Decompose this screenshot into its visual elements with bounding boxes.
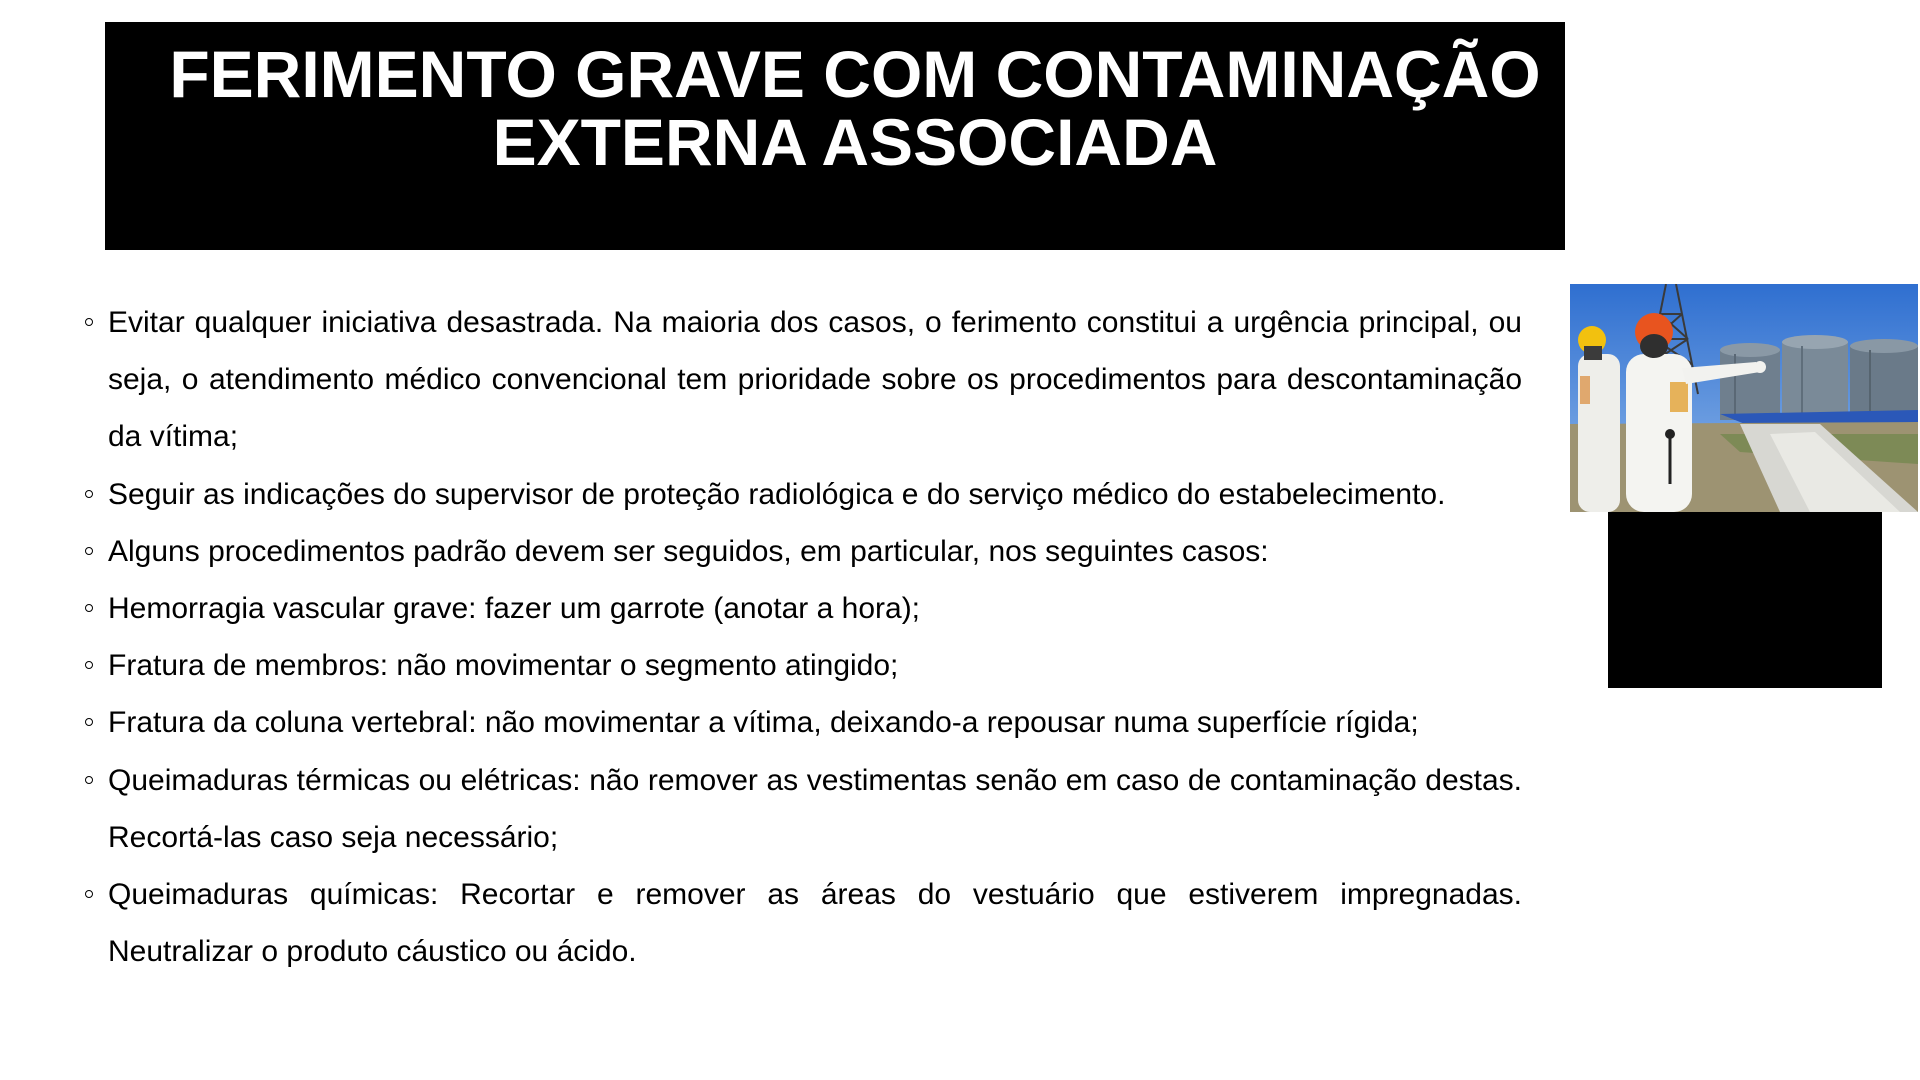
list-item-text: Alguns procedimentos padrão devem ser seguidos, em particular, nos seguintes casos: (108, 534, 1269, 568)
bullet-circle-icon (85, 547, 93, 555)
list-item (80, 294, 1522, 466)
list-item-text: Seguir as indicações do supervisor de proteção radiológica e do serviço médico do estabelecimento. (108, 477, 1446, 511)
list-item (80, 694, 1522, 751)
list-item-text: Fratura da coluna vertebral: não movimentar a vítima, deixando-a repousar numa superfície rígida; (108, 706, 1419, 740)
bullet-circle-icon (85, 604, 93, 612)
title-banner (105, 22, 1565, 250)
radiation-workers-photo (1570, 284, 1918, 512)
list-item (80, 752, 1522, 866)
list-item-text: Evitar qualquer iniciativa desastrada. Na maioria dos casos, o ferimento constitui a urgência principal, ou seja, o atendimento médico convencional tem prioridade sobre os procedimentos para descontaminação da vítima; (108, 306, 1522, 454)
bullet-circle-icon (85, 890, 93, 898)
bullet-list (80, 294, 1522, 980)
slide-title (105, 37, 1565, 179)
list-item-text: Fratura de membros: não movimentar o segmento atingido; (108, 649, 899, 683)
list-item-text: Hemorragia vascular grave: fazer um garrote (anotar a hora); (108, 592, 921, 626)
list-item (80, 523, 1522, 580)
bullet-circle-icon (85, 718, 93, 726)
slide-title-line-1: FERIMENTO GRAVE COM CONTAMINAÇÃO (169, 37, 1541, 111)
bullet-circle-icon (85, 490, 93, 498)
list-item (80, 866, 1522, 980)
list-item (80, 637, 1522, 694)
list-item-text: Queimaduras químicas: Recortar e remover as áreas do vestuário que estiverem impregnadas. Neutralizar o produto cáustico ou ácido. (108, 878, 1522, 969)
bullet-circle-icon (85, 661, 93, 669)
bullet-circle-icon (85, 776, 93, 784)
list-item (80, 466, 1522, 523)
list-item (80, 580, 1522, 637)
bullet-circle-icon (85, 318, 93, 326)
list-item-text: Queimaduras térmicas ou elétricas: não remover as vestimentas senão em caso de contaminação destas. Recortá-las caso seja necessário; (108, 763, 1522, 854)
slide-title-line-2: EXTERNA ASSOCIADA (492, 105, 1218, 179)
black-placeholder-block (1608, 512, 1882, 688)
